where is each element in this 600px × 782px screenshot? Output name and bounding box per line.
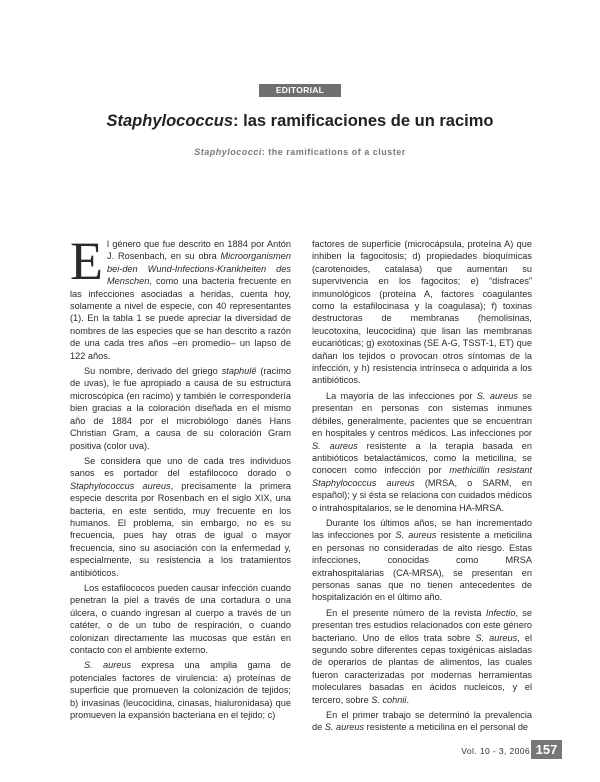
paragraph-2: Su nombre, derivado del griego staphulê (racimo de uvas), le fue apropiado a causa de su estructura microscópica (en racimo) y también le correspondería bien gracias a la coloración diseñada en el mismo año de 1884 por el microbiólogo danés Hans Christian Gram, a causa de su coloración Gram positiva (color uva). — [70, 366, 292, 451]
italic-term: S. aureus — [476, 390, 518, 401]
article-title-genus: Staphylococcus — [106, 112, 234, 130]
left-column — [70, 231, 292, 724]
italic-term: methicillin resistant Staphylococcus aureus — [312, 465, 533, 488]
article-subtitle — [0, 147, 600, 157]
right-column — [312, 238, 532, 737]
paragraph-8: Durante los últimos años, se han incrementado las infecciones por S. aureus resistente a meticilina en personas no consideradas de alto riesgo. Estas infecciones, conocidas como MRSA extrahospitalarias (CA-MRSA), se presentan en personas sanas que no tienen antecedentes de hospitalización en el último año. — [312, 517, 532, 603]
article-subtitle-rest: : the ramifications of a cluster — [261, 147, 406, 157]
paragraph-1 — [70, 231, 291, 362]
paragraph-6: factores de superficie (microcápsula, proteína A) que inhiben la fagocitosis; d) propiedades bioquímicas (carotenoides, catalasa) que aumentan su supervivencia en los fagocitos; e) “disfraces” inmunológicos (proteína A, factores coagulantes como la estafilocinasa y la coagulasa); f) toxinas destructoras de membranas (hemolisinas, leucotoxina, leucocidina) que lisan las membranas eucarióticas; g) exotoxinas (SE A-G, TSST-1, ET) que dañan los tejidos o provocan otros síntomas de la infección, y h) resistencia intrínseca o adquirida a los antibióticos. — [312, 239, 532, 386]
italic-term: S. cohnii — [371, 694, 407, 705]
drop-cap: E — [70, 231, 103, 291]
page-number: 157 — [531, 740, 562, 759]
italic-term: Staphylococcus aureus — [70, 480, 171, 491]
paragraph-3: Se considera que uno de cada tres individuos sanos es portador del estafilococo dorado o Staphylococcus aureus, precisamente la primera especie descrita por Rosenbach en el siglo XIX, una bacteria, en este sentido, muy frecuente en los humanos. El problema, sin embargo, no es su frecuencia, pues hay otras de igual o mayor frecuencia, sino su asociación con la enfermedad y, especialmente, su resistencia a los tratamientos antibióticos. — [70, 455, 292, 578]
paragraph-5: S. aureus expresa una amplia gama de potenciales factores de virulencia: a) proteínas de superficie que promueven la colonización de tejidos; b) invasinas (leucocidina, cinasas, hialuronidasa) que promueven la expansión bacteriana en el tejido; c) — [70, 660, 292, 721]
paragraph-7: La mayoría de las infecciones por S. aureus se presentan en personas con sistemas inmunes débiles, generalmente, pacientes que se encuentran en hospitales y centros médicos. Las infecciones por S. aureus resistente a la terapia basada en antibióticos betalactámicos, como la meticilina, se conocen como infección por methicillin resistant Staphylococcus aureus (MRSA, o SARM, en español); y si ésta se relaciona con cuidados médicos o intrahospitalarios, se le denomina HA-MRSA. — [312, 390, 533, 513]
italic-term: Infectio — [485, 607, 516, 618]
paragraph-1-text: l género que fue descrito en 1884 por Antón J. Rosenbach, en su obra Microorganismen bei-den Wund-Infections-Krankheiten des Menschen, como una bacteria frecuente en las infecciones asociadas a heridas, cuenta hoy, solamente a nivel de especie, con 40 representantes (1). En la tabla 1 se puede apreciar la diversidad de nombres de las especies que se han descrito a razón de una cada tres años –en promedio– un lapso de 122 años. — [70, 239, 291, 361]
italic-term: staphulê — [221, 366, 257, 377]
paragraph-9: En el presente número de la revista Infectio, se presentan tres estudios relacionados con este género bacteriano. Uno de ellos trata sobre S. aureus, el segundo sobre diferentes cepas toxigénicas aisladas de operarios de plantas de alimentos, las cuales fueron caracterizadas por modernas herramientas moleculares basadas en ácidos nucleicos, y el tercero, sobre S. cohnii. — [312, 607, 533, 705]
section-label: EDITORIAL — [259, 84, 341, 97]
article-subtitle-genus: Staphylococci — [194, 147, 262, 157]
paragraph-10: En el primer trabajo se determinó la prevalencia de S. aureus resistente a meticilina en el personal de — [312, 710, 532, 733]
article-title-rest: : las ramificaciones de un racimo — [233, 112, 494, 130]
paragraph-4: Los estafilococos pueden causar infección cuando penetran la piel a través de una cortadura o una úlcera, o cuando ingresan al cuerpo a través de un catéter, o de un tubo de respiración, o cuando colonizan directamente las mucosas que están en contacto con el ambiente externo. — [70, 582, 291, 655]
italic-term: S. aureus — [312, 440, 358, 451]
italic-term: S. aureus — [324, 722, 365, 733]
volume-info: Vol. 10 - 3, 2006 — [461, 746, 530, 756]
italic-term: S. aureus — [395, 530, 437, 541]
italic-term: S. aureus — [84, 660, 132, 671]
italic-term: S. aureus — [475, 632, 518, 643]
article-title — [0, 112, 600, 131]
italic-term: Microorganismen bei-den Wund-Infections-Krankheiten des Menschen — [107, 251, 291, 287]
